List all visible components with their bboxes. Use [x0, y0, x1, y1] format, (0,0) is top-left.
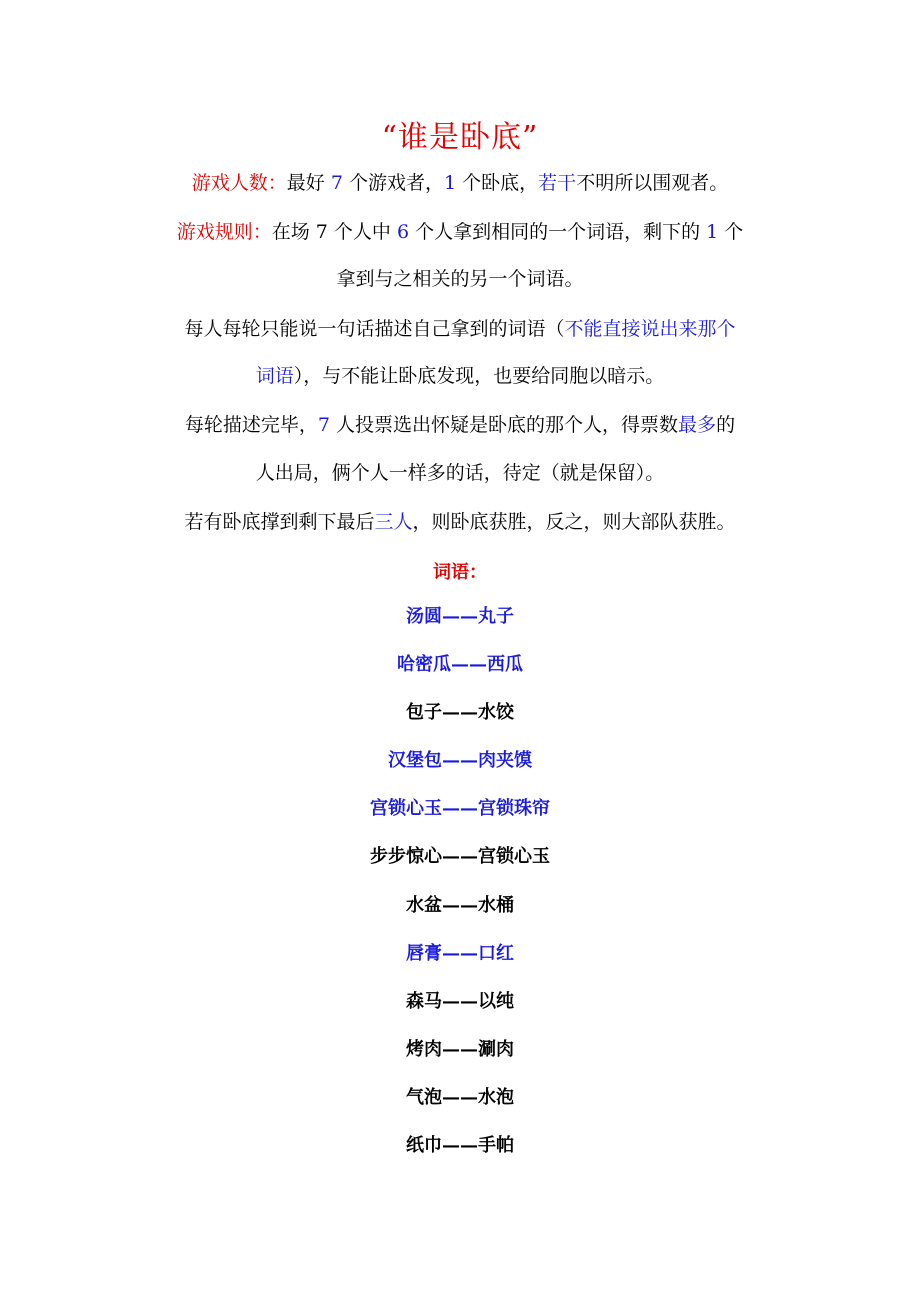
- describe-highlight-1: 不能直接说出来那个: [564, 318, 736, 340]
- page-title: “谁是卧底”: [381, 120, 539, 155]
- vote-text-1: 每轮描述完毕，: [184, 414, 318, 436]
- spy-count: 1: [444, 172, 457, 194]
- vote-line-2: 人出局，俩个人一样多的话，待定（就是保留）。: [255, 462, 665, 484]
- players-text-3: 个卧底，: [462, 172, 539, 194]
- word-pair: 汤圆——丸子: [406, 606, 514, 627]
- rules-line-2: 拿到与之相关的另一个词语。: [336, 268, 584, 290]
- word-pair: 烤肉——涮肉: [406, 1039, 514, 1060]
- rules-same-count: 6: [396, 221, 410, 243]
- players-line: [0, 170, 920, 196]
- word-pair: 宫锁心玉——宫锁珠帘: [370, 798, 550, 819]
- win-line: [0, 509, 920, 535]
- vote-highlight: 最多: [678, 414, 717, 436]
- describe-text-2: ），与不能让卧底发现，也要给同胞以暗示。: [293, 365, 665, 387]
- word-pair: 汉堡包——肉夹馍: [388, 750, 532, 771]
- players-label: 游戏人数：: [191, 172, 287, 194]
- players-count: 7: [330, 172, 343, 194]
- rules-text-2: 个人拿到相同的一个词语，剩下的: [415, 221, 701, 243]
- word-pair: 包子——水饺: [406, 702, 514, 723]
- players-text-1: 最好: [286, 172, 325, 194]
- rules-text-3: 个: [724, 221, 744, 243]
- describe-line-1: [0, 316, 920, 342]
- words-heading: 词语：: [433, 562, 487, 583]
- word-pair: 森马——以纯: [406, 991, 514, 1012]
- rules-text-1: 在场 7 个人中: [271, 221, 391, 243]
- win-text-1: 若有卧底撑到剩下最后: [184, 511, 375, 533]
- vote-text-2: 人投票选出怀疑是卧底的那个人，得票数: [336, 414, 679, 436]
- word-pair: 步步惊心——宫锁心玉: [370, 846, 550, 867]
- players-text-4: 不明所以围观者。: [576, 172, 729, 194]
- word-pair: 纸巾——手帕: [406, 1135, 514, 1156]
- rules-line-1: [0, 219, 920, 245]
- vote-line-1: [0, 412, 920, 438]
- word-pair: 哈密瓜——西瓜: [397, 654, 523, 675]
- vote-text-3: 的: [716, 414, 736, 436]
- word-pair: 气泡——水泡: [406, 1087, 514, 1108]
- players-text-2: 个游戏者，: [349, 172, 445, 194]
- rules-diff-count: 1: [706, 221, 719, 243]
- win-highlight: 三人: [374, 511, 413, 533]
- describe-highlight-2: 词语: [255, 365, 294, 387]
- describe-text-1: 每人每轮只能说一句话描述自己拿到的词语（: [184, 318, 565, 340]
- rules-label: 游戏规则：: [176, 221, 272, 243]
- voters-count: 7: [317, 414, 330, 436]
- win-text-2: ，则卧底获胜，反之，则大部队获胜。: [412, 511, 736, 533]
- describe-line-2: [0, 363, 920, 389]
- word-pair: 水盆——水桶: [406, 895, 514, 916]
- word-pair: 唇膏——口红: [406, 943, 514, 964]
- onlookers-count: 若干: [538, 172, 577, 194]
